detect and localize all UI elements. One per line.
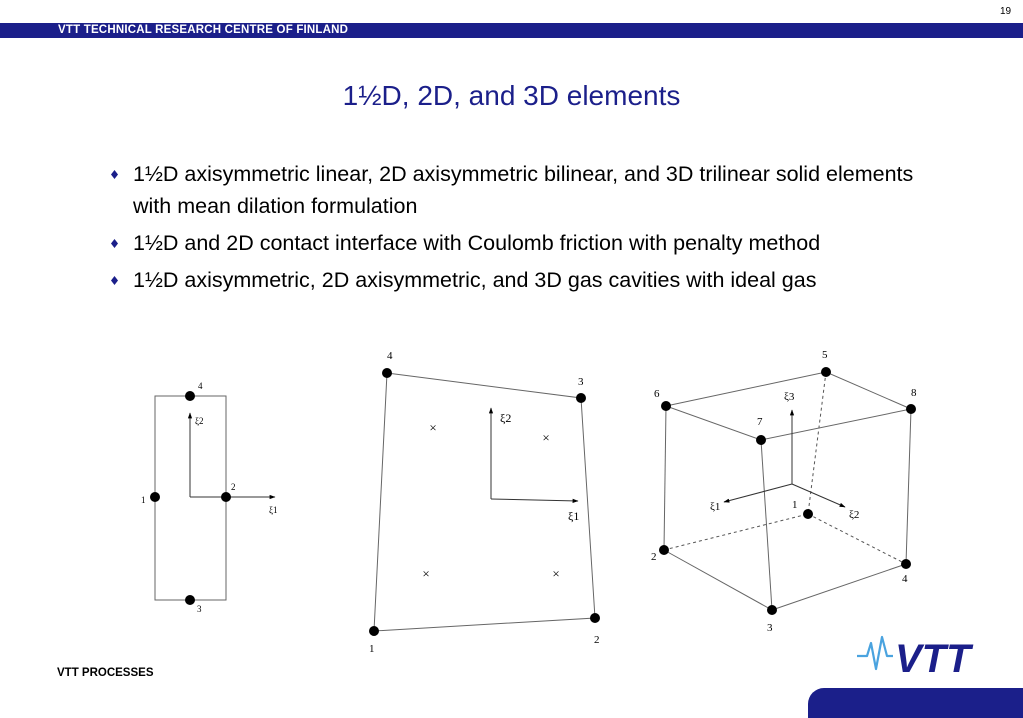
axis-label-xi2: ξ2 [500, 411, 512, 425]
node [821, 367, 831, 377]
logo-text: VTT [895, 637, 971, 675]
footer-label: VTT PROCESSES [57, 667, 154, 679]
node [906, 404, 916, 414]
axis-label-xi2: ξ2 [849, 509, 860, 521]
page-number: 19 [1000, 6, 1012, 17]
hidden-edge [664, 514, 808, 550]
node-label: 2 [651, 551, 657, 563]
node [221, 492, 231, 502]
gauss-point-marker: × [552, 566, 560, 581]
axis-label-xi1: ξ1 [269, 505, 278, 515]
element-1-5d-diagram [141, 381, 278, 614]
node-label: 3 [197, 604, 202, 614]
edge [906, 409, 911, 564]
axis-label-xi1: ξ1 [710, 501, 721, 513]
node-label: 6 [654, 388, 660, 400]
slide-title: 1½D, 2D, and 3D elements [342, 80, 681, 111]
node [901, 559, 911, 569]
node-label: 8 [911, 387, 917, 399]
node [590, 613, 600, 623]
node-label: 3 [767, 622, 773, 634]
xi1-axis [724, 484, 792, 502]
node [659, 545, 669, 555]
node [756, 435, 766, 445]
node [185, 595, 195, 605]
node [767, 605, 777, 615]
gauss-point-marker: × [429, 420, 437, 435]
node-label: 4 [387, 350, 393, 362]
node-label: 4 [198, 381, 203, 391]
footer-bar [808, 688, 1023, 718]
bullet-text: 1½D and 2D contact interface with Coulomb friction with penalty method [133, 231, 821, 255]
gauss-point-marker: × [542, 430, 550, 445]
axis-label-xi1: ξ1 [568, 509, 580, 523]
hidden-edge [808, 372, 826, 514]
node-label: 2 [594, 634, 600, 646]
element-2d-outline [374, 373, 595, 631]
axis-label-xi2: ξ2 [195, 416, 204, 426]
node [382, 368, 392, 378]
edge [761, 440, 772, 610]
node-label: 2 [231, 482, 236, 492]
edge [772, 564, 906, 610]
node-label: 1 [141, 495, 146, 505]
bullet-text: 1½D axisymmetric linear, 2D axisymmetric bilinear, and 3D trilinear solid elements with mean dilation formulation [133, 162, 914, 218]
node-label: 1 [369, 643, 375, 655]
element-3d-diagram [651, 349, 917, 634]
node [803, 509, 813, 519]
node-label: 5 [822, 349, 828, 361]
element-2d-diagram [369, 350, 600, 655]
node [185, 391, 195, 401]
hidden-edge [808, 514, 906, 564]
top-face [666, 372, 911, 440]
node [369, 626, 379, 636]
edge [664, 406, 666, 550]
node [576, 393, 586, 403]
node [150, 492, 160, 502]
axis-label-xi3: ξ3 [784, 391, 795, 403]
node-label: 3 [578, 376, 584, 388]
xi1-axis [491, 499, 578, 501]
node-label: 4 [902, 573, 908, 585]
xi2-axis [792, 484, 845, 507]
node-label: 1 [792, 499, 798, 511]
header-organization: VTT TECHNICAL RESEARCH CENTRE OF FINLAND [58, 24, 349, 36]
gauss-point-marker: × [422, 566, 430, 581]
node-label: 7 [757, 416, 763, 428]
bullet-text: 1½D axisymmetric, 2D axisymmetric, and 3D gas cavities with ideal gas [133, 268, 817, 292]
node [661, 401, 671, 411]
edge [664, 550, 772, 610]
vtt-logo-icon [855, 633, 981, 675]
